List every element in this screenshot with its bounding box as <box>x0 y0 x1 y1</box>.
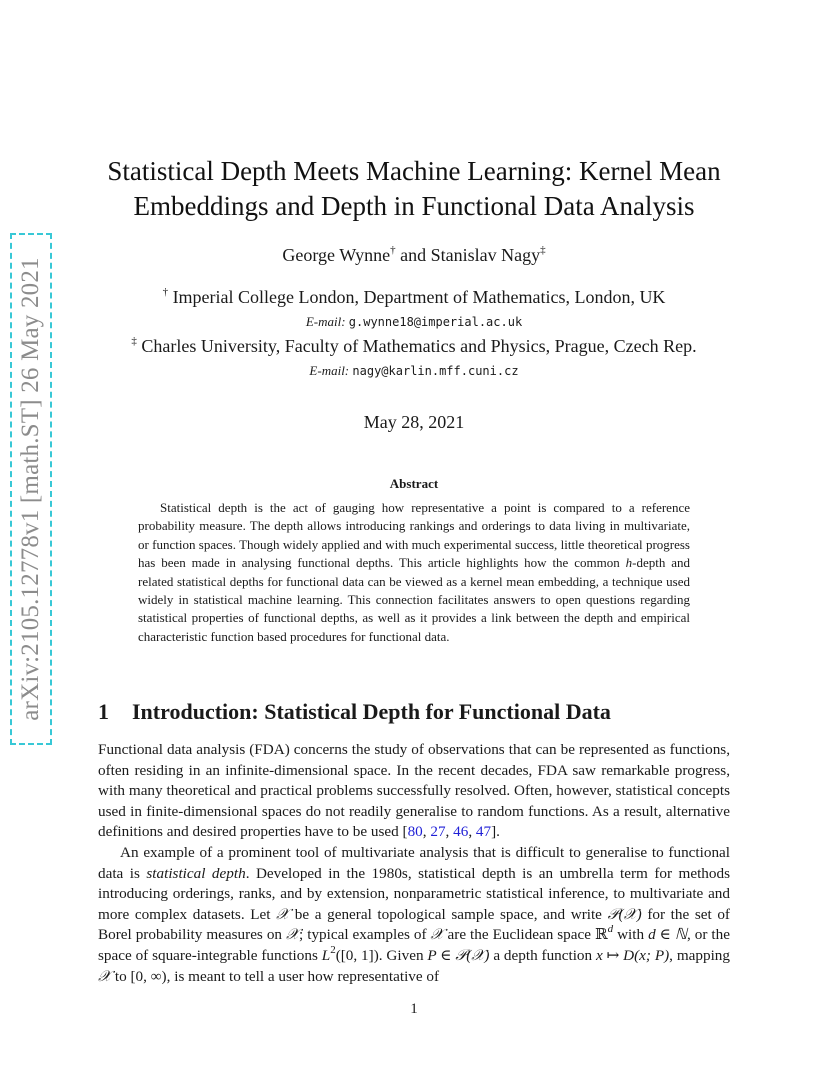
email-label: E-mail: <box>305 314 346 329</box>
math-symbol: 𝒳 <box>276 905 290 923</box>
author-line <box>90 244 738 266</box>
paragraph-text: are the Euclidean space <box>443 926 595 944</box>
math-symbol: 𝒳 <box>430 926 444 944</box>
math-symbol: ℝ <box>594 926 608 944</box>
paper-title: Statistical Depth Meets Machine Learning: Kernel Mean Embeddings and Depth in Functional Data Analysis <box>107 156 721 221</box>
affiliation-2 <box>90 335 738 357</box>
paragraph-text: An example of a prominent tool of multivariate analysis that is difficult to generalise to functional data is <box>98 843 730 882</box>
affiliation-mark: ‡ <box>131 335 137 347</box>
body-text <box>98 740 730 987</box>
affiliation-mark: † <box>390 244 396 256</box>
email-address[interactable]: nagy@karlin.mff.cuni.cz <box>352 364 519 378</box>
paragraph-text: . Developed in the 1980s, statistical depth is an umbrella term for methods introducing orderings, ranks, and by extension, nonparametric statistical inference, to multivariate and more complex datasets. Let <box>98 864 730 923</box>
section-number: 1 <box>98 699 109 724</box>
abstract-text: Statistical depth is the act of gauging how representative a point is compared to a reference probability measure. The depth allows introducing rankings and orderings to data living in multivariate, or function spaces. Though widely applied and with much experimental success, little theoretical progress has been made in analysing functional depths. This article highlights how the common <box>138 500 690 571</box>
citation-link[interactable]: 80 <box>407 823 423 841</box>
affiliation-mark: ‡ <box>540 244 546 256</box>
citation-link[interactable]: 27 <box>430 823 446 841</box>
author-conjunction: and <box>400 245 427 265</box>
arxiv-identifier-stamp: arXiv:2105.12778v1 [math.ST] 26 May 2021 <box>17 257 44 721</box>
affiliation-1 <box>90 286 738 308</box>
math-symbol: x ↦ D(x; P) <box>595 946 670 964</box>
citation-link[interactable]: 47 <box>475 823 492 841</box>
email-address[interactable]: g.wynne18@imperial.ac.uk <box>348 315 523 329</box>
paragraph-text: Functional data analysis (FDA) concerns the study of observations that can be represented as functions, often residing in an infinite-dimensional space. In the recent decades, FDA saw remarkable progress, with many theoretical and practical problems successfully resolved. Often, however, statistical concepts used in finite-dimensional spaces do not readily generalise to random functions. As a result, alternative definitions and desired properties have to be used <box>98 741 730 841</box>
author-name: Stanislav Nagy <box>430 245 541 265</box>
section-heading <box>98 698 738 726</box>
paragraph-text: with <box>613 926 649 944</box>
emphasis: statistical depth <box>146 864 246 882</box>
email-label: E-mail: <box>309 363 350 378</box>
affiliation-mark: † <box>162 286 169 298</box>
citation-bracket: [ <box>402 823 408 841</box>
abstract-text: -depth and related statistical depths for functional data can be viewed as a kernel mean embedding, a technique used widely in statistical machine learning. This connection facilitates answers to open questions regarding statistical properties of functional depths, as well as it provides a link between the depth and empirical characteristic function based procedures for functional data. <box>138 555 690 644</box>
math-symbol: d ∈ ℕ <box>648 926 688 944</box>
citation-separator: , <box>422 823 431 841</box>
paragraph-text: , or the space of square-integrable functions <box>98 926 730 964</box>
paragraph-text: a depth function <box>489 946 596 964</box>
math-symbol: 𝒫(𝒳) <box>607 905 642 923</box>
paragraph-text: for the set of Borel probability measures on <box>98 905 730 944</box>
math-symbol: L <box>321 946 331 964</box>
abstract-body <box>138 499 690 646</box>
paragraph-text: , is meant to tell a user how representative of <box>166 967 440 985</box>
paragraph-text: be a general topological sample space, and write <box>289 905 608 923</box>
math-symbol: [0, ∞) <box>130 967 167 985</box>
email-line-2 <box>90 362 738 380</box>
paragraph-text: , mapping <box>669 946 730 964</box>
abstract-heading: Abstract <box>389 476 439 491</box>
author-name: George Wynne <box>282 245 391 265</box>
math-symbol: d <box>607 923 614 936</box>
paragraph-text: ; typical examples of <box>299 926 431 944</box>
citation-separator: , <box>445 823 454 841</box>
citation-bracket: ]. <box>491 823 500 841</box>
affiliation-text: Imperial College London, Department of Mathematics, London, UK <box>172 287 666 307</box>
math-symbol: 2 <box>330 943 336 956</box>
math-symbol: ([0, 1]) <box>335 946 379 964</box>
math-symbol: 𝒳 <box>285 926 300 944</box>
math-symbol: 𝒳 <box>98 967 112 985</box>
citation-separator: , <box>468 823 476 841</box>
math-h: h <box>625 555 633 571</box>
paragraph-text: to <box>111 967 131 985</box>
paragraph <box>98 843 730 987</box>
section-title: Introduction: Statistical Depth for Functional Data <box>132 699 611 724</box>
math-symbol: P ∈ 𝒫(𝒳) <box>427 946 490 964</box>
citation-link[interactable]: 46 <box>453 823 469 841</box>
paragraph <box>98 740 730 843</box>
publication-date: May 28, 2021 <box>363 412 465 432</box>
page-number: 1 <box>410 1001 418 1017</box>
paragraph-text: . Given <box>378 946 428 964</box>
email-line-1 <box>90 313 738 331</box>
affiliation-text: Charles University, Faculty of Mathematics and Physics, Prague, Czech Rep. <box>141 336 697 356</box>
